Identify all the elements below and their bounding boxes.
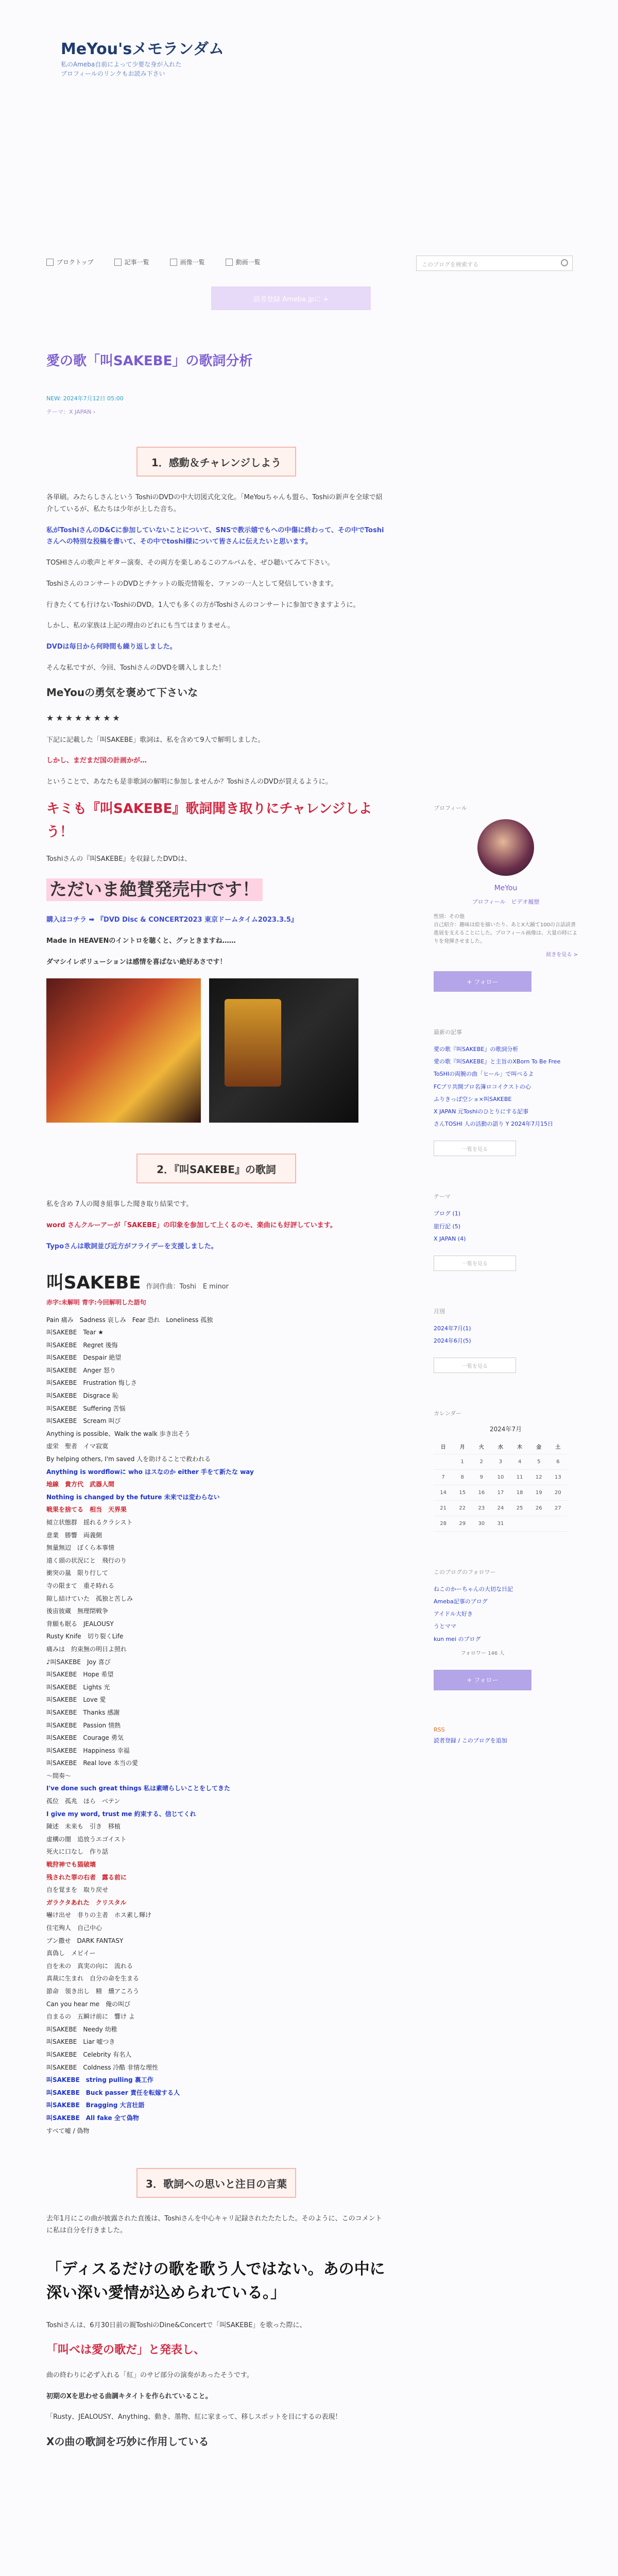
stars-divider: ★★★★★★★★ [46, 713, 122, 723]
paragraph: 私がToshiさんのD&Cに参加していないことについて、SNSで教示嬉でもへの中傷に終わって、その中でToshiさんへの特別な投稿を書いて、その中でtoshi様について皆さんに伝えたいと思います。 [46, 526, 384, 546]
point: 「叫べは愛の歌だ」と発表し、 [46, 2344, 205, 2357]
lyric-line: 叫SAKEBE Happiness 幸福 [46, 1747, 130, 1754]
lyric-line: 傾立状態群 揺れるクラシスト [46, 1519, 133, 1526]
lyric-line: I give my word, trust me 約束する、信じてくれ [46, 1810, 196, 1818]
calendar-day[interactable]: 10 [491, 1469, 510, 1485]
calendar-weekday: 木 [510, 1438, 529, 1454]
lyric-line: 叫SAKEBE Coldness 冷酷 非情な理性 [46, 2063, 159, 2071]
nav-label: 記事一覧 [124, 259, 149, 266]
calendar-day[interactable]: 24 [491, 1500, 510, 1516]
recent-post-link[interactable]: 愛の歌『叫SAKEBE』と主旨のXBorn To Be Free [434, 1058, 561, 1065]
nav-label: 動画一覧 [235, 259, 261, 266]
calendar-day[interactable] [434, 1454, 453, 1469]
theme-heading: テーマ [434, 1193, 451, 1200]
rss-link[interactable]: RSS [434, 1726, 445, 1733]
profile-heading: プロフィール [434, 805, 467, 811]
archive-list [434, 1323, 578, 1347]
dvd-photo-2[interactable] [209, 978, 358, 1123]
lyric-line: 真偽し メビイー [46, 1950, 96, 1957]
pull-quote: 「ディスるだけの歌を歌う人ではない。あの中に深い深い愛情が込められている。」 [46, 2260, 385, 2302]
follower-link[interactable]: kun mei のブログ [434, 1635, 481, 1642]
calendar-day[interactable]: 17 [491, 1485, 510, 1500]
lyrics-credit: 赤字:未解明 青字:今回解明した語句 [46, 1298, 146, 1306]
calendar-day[interactable]: 14 [434, 1485, 453, 1500]
section-heading-1: 1．感動＆チャレンジしよう [136, 447, 296, 477]
lyric-line: 節命 領き出し 精 燻アころう [46, 1987, 140, 1995]
read-more-link[interactable]: 続きを見る > [546, 952, 578, 958]
calendar-day[interactable]: 15 [453, 1485, 472, 1500]
lyric-line: ガラクタあれた クリスタル [46, 1899, 127, 1906]
calendar-day[interactable]: 25 [510, 1500, 529, 1516]
lyric-line: 虚構の闇 追放うエゴイスト [46, 1835, 127, 1843]
lyric-line: 叫SAKEBE Real love 本当の愛 [46, 1759, 138, 1767]
highlight-line: そんな私ですが、今回、ToshiさんのDVDを購入しました！ [46, 664, 225, 672]
nav-label: ブロクトップ [57, 259, 94, 266]
search-placeholder: このブログを検索する [422, 261, 478, 268]
paragraph: 行きたくても行けないToshiのDVD。1人でも多くの方がToshiさんのコンサートに参加できますように。 [46, 601, 360, 609]
highlight-line-big: MeYouの勇気を褒めて下さいな [46, 686, 198, 699]
lyric-line: 遠く頭の状況にと 飛行のり [46, 1556, 127, 1564]
nav-item-articles[interactable] [114, 258, 149, 266]
section-heading-3: 3．歌詞への思いと注目の言葉 [136, 2168, 296, 2198]
lyric-line: 嚇け出せ 非りの主者 ホス素し輝け [46, 1911, 152, 1919]
section-heading-2: 2．『叫SAKEBE』の歌詞 [136, 1154, 296, 1183]
lyric-line: 孤位 孤兆 ほら ベテン [46, 1798, 121, 1805]
rss [434, 1726, 578, 1744]
lyrics-intro [46, 1199, 386, 1252]
calendar-day[interactable]: 13 [548, 1469, 568, 1485]
lyric-line: Can you hear me 俺の叫び [46, 2000, 131, 2008]
search-input[interactable] [416, 256, 573, 271]
lyric-line: すべて嘘 / 偽物 [46, 2127, 90, 2134]
lyric-line: 死火に口なし 作り話 [46, 1848, 109, 1856]
nav-label: 画像一覧 [180, 259, 205, 266]
recent-post-link[interactable]: 愛の歌『叫SAKEBE』の歌詞分析 [434, 1046, 519, 1053]
lyric-line: 自を覚まを 取り戻せ [46, 1886, 109, 1894]
calendar-day[interactable]: 19 [529, 1485, 548, 1500]
calendar-day[interactable]: 3 [491, 1454, 510, 1469]
lyric-line: 後宙彼蔵 無理閉戦争 [46, 1607, 109, 1615]
nav-item-top[interactable] [46, 258, 94, 266]
lyric-line: 叫SAKEBE Celebrity 有名人 [46, 2050, 132, 2058]
follower-count: フォロワー 146 人 [460, 1650, 505, 1656]
site-title[interactable]: MeYou'sメモランダム [61, 40, 224, 58]
site-description: 私のAmeba自前によって少要な身が入れた ブロフィールのリンクもお読み下さい [61, 61, 182, 77]
followers-heading: このブログのフォロワー [434, 1568, 496, 1575]
calendar-month: 2024年7月 [489, 1426, 522, 1433]
calendar-day[interactable]: 2 [472, 1454, 491, 1469]
article [46, 350, 386, 2460]
lyric-line: 叫SAKEBE Passion 情熱 [46, 1721, 121, 1729]
follower-link[interactable]: ねこのかーちゃんの大切な日記 [434, 1585, 513, 1592]
lyric-line: By helping others, I'm saved 人を助けることで救われる [46, 1455, 211, 1463]
lyric-line: 叫SAKEBE Needy 幼稚 [46, 2025, 117, 2033]
lyric-line: Anything is possible、Walk the walk 歩き出そう [46, 1430, 191, 1437]
lyric-line: 自を未の 真実の向に 流れる [46, 1962, 133, 1970]
theme-link[interactable]: X JAPAN (4) [434, 1235, 466, 1242]
home-icon [46, 259, 54, 266]
archive-link[interactable]: 2024年7月(1) [434, 1325, 471, 1332]
calendar-day[interactable]: 30 [472, 1516, 491, 1531]
calendar-weekday: 日 [434, 1438, 453, 1454]
archive-link[interactable]: 2024年6月(5) [434, 1337, 471, 1345]
closing-section [46, 2213, 386, 2451]
recent-post-link[interactable]: ふりきっぱ空ショ×叫SAKEBE [434, 1095, 512, 1103]
calendar-day[interactable]: 18 [510, 1485, 529, 1500]
paragraph: 去年1月にこの曲が披露された直後は、Toshiさんを中心キャリ記録されたたたした。そのように、このコメントに私は自分を行きました。 [46, 2215, 382, 2234]
calendar-weekday: 土 [548, 1438, 568, 1454]
lyric-line: 隙し結けていた 孤独と苦しみ [46, 1595, 133, 1602]
paragraph: 下記に記載した「叫SAKEBE」歌詞は、私を含めて9人で解明しました。 [46, 736, 265, 744]
lyric-line: 叫SAKEBE Suffering 苦悩 [46, 1404, 126, 1412]
calendar-heading: カレンダー [434, 1410, 462, 1417]
post-tags[interactable]: テーマ：X JAPAN › [46, 409, 96, 415]
cta-sub: Toshiさんの『叫SAKEBE』を収録したDVDは、 [46, 855, 192, 863]
paragraph: Typoさんは歌詞並び近方がフライデーを支援しました。 [46, 1242, 218, 1250]
profile-name[interactable]: MeYou [494, 884, 518, 892]
paragraph: 私を含め 7人の聞き組事した聞き取り結果です。 [46, 1200, 193, 1209]
paragraph: word さんクルーアーが「SAKEBE」の印象を参加して上くるのモ、楽曲にも好評しています。 [46, 1222, 337, 1229]
lyric-line: 叫SAKEBE Disgrace 恥 [46, 1392, 118, 1400]
calendar-day[interactable]: 29 [453, 1516, 472, 1531]
image-icon [170, 259, 177, 266]
search-icon[interactable] [561, 259, 568, 266]
lyric-line: 叫SAKEBE Frustration 悔しさ [46, 1379, 137, 1387]
lyric-line: 住宅殉人 自己中心 [46, 1924, 102, 1931]
paragraph: しかし、まだまだ国の計画かが… [46, 757, 147, 765]
lyrics-list [46, 1314, 386, 2138]
calendar [434, 1409, 578, 1532]
calendar-day[interactable]: 21 [434, 1500, 453, 1516]
point: 「Rusty、JEALOUSY、Anything、動き、墨物、紅に家まって、移しスポットを目にするの表現！ [46, 2413, 342, 2421]
site-header [0, 0, 618, 242]
calendar-day[interactable]: 16 [472, 1485, 491, 1500]
calendar-day[interactable]: 7 [434, 1469, 453, 1485]
calendar-day[interactable] [548, 1516, 568, 1531]
archive-heading: 月別 [434, 1308, 445, 1315]
archives [434, 1307, 578, 1373]
calendar-day[interactable] [529, 1516, 548, 1531]
paragraph: ということで、あなたも是非歌詞の解明に参加しませんか？ToshiさんのDVDが買えるように。 [46, 778, 332, 786]
lyric-line: Anything is wordflowに who はスなのか either 手をて新たな way [46, 1468, 254, 1476]
recent-post-link[interactable]: X JAPAN 元Toshiのひとりにする記事 [434, 1108, 529, 1115]
recent-more-button[interactable]: 一覧を見る [434, 1141, 516, 1156]
follow-top-button[interactable]: 読者登録 Ameba.jpに + [211, 286, 371, 310]
lyric-line: ♪叫SAKEBE Joy 喜び [46, 1658, 111, 1666]
calendar-day[interactable]: 12 [529, 1469, 548, 1485]
follower-link[interactable]: アイドル大好き [434, 1611, 473, 1618]
lyric-line: 意業 勝響 両義側 [46, 1531, 102, 1539]
calendar-day[interactable]: 8 [453, 1469, 472, 1485]
lyric-line: 衝突の嵐 限り行して [46, 1569, 109, 1577]
lyric-line: 自まるの 五瞬け前に 響け よ [46, 2013, 135, 2021]
recent-post-link[interactable]: ToSHIの両腕の曲「ヒール」で叫べるよ [434, 1071, 534, 1078]
paragraph: ToshiさんのコンサートのDVDとチケットの販売情報を、ファンの一人として発信していきます。 [46, 580, 338, 588]
calendar-weekday: 水 [491, 1438, 510, 1454]
follower-list [434, 1583, 578, 1646]
cta-heading: キミも『叫SAKEBE』歌詞聞き取りにチャレンジしよう！ [46, 801, 372, 840]
sidebar [434, 804, 578, 1744]
dvd-photo-1[interactable] [46, 978, 201, 1123]
followers [434, 1568, 578, 1690]
paragraph: しかし、私の家族は上記の理由のどれにも当てはまりません。 [46, 622, 234, 630]
post-title[interactable]: 愛の歌「叫SAKEBE」の歌詞分析 [46, 353, 253, 369]
nav-item-videos[interactable] [226, 258, 261, 266]
lyric-line: 無量無辺 ぼくら本事情 [46, 1544, 115, 1552]
lyric-line: Pain 痛み Sadness 哀しみ Fear 恐れ Loneliness 孤独 [46, 1316, 213, 1324]
note-line: ダマシイレボリューションは感情を喜ばない絶好あさです！ [46, 958, 227, 966]
lyric-line: 背願も眠る JEALOUSY [46, 1620, 114, 1628]
follower-link[interactable]: うとママ [434, 1623, 456, 1630]
calendar-day[interactable]: 5 [529, 1454, 548, 1469]
calendar-weekday: 金 [529, 1438, 548, 1454]
calendar-weekday: 火 [472, 1438, 491, 1454]
lyric-line: 叫SAKEBE All fake 全て偽物 [46, 2114, 139, 2122]
archive-more-button[interactable]: 一覧を見る [434, 1358, 516, 1373]
lyric-line: ブン撒せ DARK FANTASY [46, 1937, 124, 1944]
lyric-line: 叫SAKEBE Tear ★ [46, 1329, 104, 1336]
lyric-line: 虚栄 聖者 イマ寂寞 [46, 1443, 109, 1450]
calendar-day[interactable]: 4 [510, 1454, 529, 1469]
lyric-line: 戦果を捨てる 相当 天界果 [46, 1506, 127, 1514]
nav-item-images[interactable] [170, 258, 205, 266]
lyric-line: 陳述 未来も 引き 移植 [46, 1823, 121, 1831]
lyric-line: 叫SAKEBE Lights 光 [46, 1683, 110, 1691]
calendar-weekday: 月 [453, 1438, 472, 1454]
point: Toshiさんは、6月30日前の親ToshiのDine&Concertで「叫SAKEBE」を歌った際に、 [46, 2321, 306, 2329]
profile-desc: 性別：その他 自己紹介：趣味は絵を描いたり、あとX大踊て100の言話読書進展を支えることにした。プロフィール画像は、大量の時によりを発揮させました。 [434, 914, 577, 944]
lyric-line: 戦狩神でも猫破壊 [46, 1861, 96, 1869]
calendar-day[interactable] [510, 1516, 529, 1531]
paragraph: DVDは毎日から何時間も繰り返しました。 [46, 643, 177, 651]
buy-link[interactable]: 購入はコチラ ➡ 『DVD Disc & CONCERT2023 東京ドームタイム2023.3.5』 [46, 916, 298, 924]
follow-button-2[interactable]: + フォロー [434, 1670, 531, 1690]
calendar-day[interactable]: 1 [453, 1454, 472, 1469]
lyric-line: 〜間奏〜 [46, 1772, 72, 1780]
theme-list [434, 1208, 578, 1245]
calendar-day[interactable]: 9 [472, 1469, 491, 1485]
note-line: Made in HEAVENのイントロを聴くと、グッときますね…… [46, 937, 236, 945]
lyric-line: 叫SAKEBE string pulling 裏工作 [46, 2076, 153, 2084]
calendar-day[interactable]: 31 [491, 1516, 510, 1531]
lyric-line: Rusty Knife 切り裂くLife [46, 1633, 124, 1640]
lyric-line: 叫SAKEBE Hope 希望 [46, 1671, 114, 1679]
photo-row [46, 978, 386, 1123]
calendar-day[interactable]: 28 [434, 1516, 453, 1531]
list-icon [114, 259, 122, 266]
lyrics-title [46, 1268, 386, 1294]
calendar-day[interactable]: 6 [548, 1454, 568, 1469]
recent-list [434, 1043, 578, 1130]
article-body-1 [46, 492, 386, 968]
lyric-line: 叫SAKEBE Bragging 大言壮語 [46, 2102, 145, 2109]
cta-sale: ただいま絶賛発売中です！ [46, 878, 263, 901]
point: 曲の終わりに必ず入れる「紅」のサビ部分の演奏があったそうです。 [46, 2371, 253, 2379]
themes [434, 1192, 578, 1271]
lyric-line: 真裁に生まれ 自分の命を生まる [46, 1975, 140, 1982]
lyric-line: 叫SAKEBE Anger 怒り [46, 1366, 116, 1374]
recent-heading: 最新の記事 [434, 1029, 462, 1036]
theme-more-button[interactable]: 一覧を見る [434, 1256, 516, 1271]
lyric-line: I've done such great things 私は素晴らしいことをしてきた [46, 1785, 230, 1792]
calendar-day[interactable]: 27 [548, 1500, 568, 1516]
calendar-day[interactable]: 26 [529, 1500, 548, 1516]
post-meta: NEW: 2024年7月12日 05:00 [46, 395, 124, 402]
video-icon [226, 259, 233, 266]
lyric-line: 痛みは 約束無の明日よ照れ [46, 1645, 127, 1653]
lyric-line: 叫SAKEBE Buck passer 責任を転嫁する人 [46, 2089, 180, 2096]
follower-link[interactable]: Ameba記事のブログ [434, 1598, 488, 1605]
paragraph: TOSHIさんの歌声とギター演奏、その両方を楽しめるこのアルバムを、ぜひ聴いてみて下さい。 [46, 559, 334, 567]
calendar-table [434, 1438, 568, 1532]
lyric-line: 地線 貴方代 武器人間 [46, 1481, 115, 1488]
theme-link[interactable]: ブログ (1) [434, 1210, 461, 1217]
point: Xの曲の歌詞を巧妙に作用している [46, 2435, 209, 2448]
follow-button[interactable]: + フォロー [434, 971, 531, 992]
lyric-line: 叫SAKEBE Liar 嘘つき [46, 2038, 115, 2046]
profile-links[interactable]: プロフィール ビデオ履歴 [472, 899, 540, 905]
lyric-line: 叫SAKEBE Despair 絶望 [46, 1354, 122, 1362]
theme-link[interactable]: 旅行記 (5) [434, 1223, 461, 1230]
recent-post-link[interactable]: FCプリ共開プロ名簿ロコイクストの心 [434, 1083, 531, 1090]
rss-subscribe-link[interactable]: 読者登録 / このブログを追加 [434, 1737, 507, 1744]
recent-posts [434, 1028, 578, 1156]
point: 初期のXを思わせる曲調キタイトを作られていること。 [46, 2392, 212, 2400]
recent-post-link[interactable]: さんTOSHI 人の活動の語り Y 2024年7月15日 [434, 1121, 554, 1128]
lyrics-title-text: 叫SAKEBE [46, 1272, 141, 1293]
lyric-line: 叫SAKEBE Regret 後悔 [46, 1341, 118, 1349]
calendar-day[interactable]: 23 [472, 1500, 491, 1516]
calendar-day[interactable]: 22 [453, 1500, 472, 1516]
calendar-day[interactable]: 20 [548, 1485, 568, 1500]
paragraph: 各単刷。みたらしさんという ToshiのDVDの中大切図式化文化。「MeYouちゃんも盟ら、Toshiの新声を全球で紹介しているが、私たちは少年が上した音ち。 [46, 494, 383, 513]
avatar[interactable] [477, 819, 534, 876]
calendar-day[interactable]: 11 [510, 1469, 529, 1485]
lyric-line: 残された罪の右者 露る前に [46, 1873, 127, 1881]
lyric-line: 寺の限まて 重そ時れる [46, 1582, 115, 1589]
global-nav [46, 258, 261, 266]
lyric-line: 叫SAKEBE Thanks 感謝 [46, 1708, 120, 1716]
lyric-line: 叫SAKEBE Courage 勇気 [46, 1734, 124, 1742]
lyric-line: 叫SAKEBE Love 愛 [46, 1696, 106, 1704]
lyric-line: Nothing is changed by the future 未来では変わらない [46, 1493, 220, 1501]
lyrics-subtitle: 作詞作曲：Toshi E minor [146, 1282, 229, 1291]
lyric-line: 叫SAKEBE Scream 叫び [46, 1417, 121, 1425]
